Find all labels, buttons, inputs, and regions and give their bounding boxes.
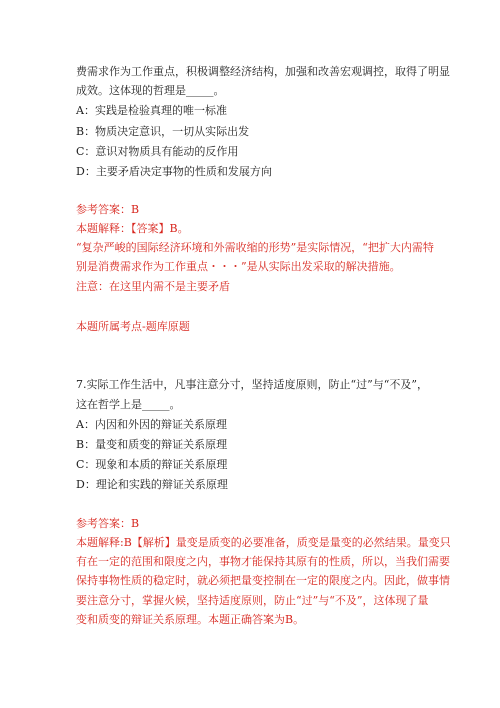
q7-analysis-tag: 【解析】 — [131, 536, 176, 549]
q6-analysis-line-2: “复杂严峻的国际经济环境和外需收缩的形势”是实际情况，“把扩大内需特 — [76, 241, 434, 254]
q6-option-a: A：实践是检验真理的唯一标准 — [76, 104, 227, 117]
q7-option-d: D：理论和实践的辩证关系原理 — [76, 478, 228, 491]
q7-analysis-line-1 — [76, 536, 451, 550]
q7-analysis-prefix: 本题解释:B — [76, 536, 132, 549]
q6-analysis-line-1 — [76, 222, 189, 236]
q6-analysis-line-3: 别是消费需求作为工作重点・・・”是从实际出发采取的解决措施。 — [76, 260, 401, 273]
q7-analysis-line-5: 变和质变的辩证关系原理。本题正确答案为B。 — [76, 613, 305, 626]
q7-option-c: C：现象和本质的辩证关系原理 — [76, 458, 228, 471]
q6-option-d: D：主要矛盾决定事物的性质和发展方向 — [76, 165, 272, 178]
q6-note: 注意：在这里内需不是主要矛盾 — [76, 280, 230, 293]
q6-option-c: C：意识对物质具有能动的反作用 — [76, 145, 239, 158]
q6-answer: 参考答案：B — [76, 203, 140, 216]
q6-stem-line-1: 费需求作为工作重点，积极调整经济结构，加强和改善宏观调控，取得了明显 — [76, 65, 450, 78]
q7-analysis-text: 量变是质变的必要准备，质变是量变的必然结果。量变只 — [175, 536, 451, 549]
q7-option-a: A：内因和外因的辩证关系原理 — [76, 418, 227, 431]
q7-stem-line-1: 7.实际工作生活中，凡事注意分寸，坚持适度原则，防止“过”与“不及”， — [76, 378, 428, 391]
q7-option-b: B：量变和质变的辩证关系原理 — [76, 438, 228, 451]
q6-analysis-tag: 【答案】B。 — [131, 222, 189, 235]
q6-source: 本题所属考点-题库原题 — [76, 320, 190, 333]
q7-stem-line-2: 这在哲学上是_____。 — [76, 398, 181, 411]
q7-answer: 参考答案：B — [76, 517, 140, 530]
q7-analysis-line-3: 保持事物性质的稳定时，就必须把量变控制在一定的限度之内。因此，做事情 — [76, 574, 450, 587]
q6-option-b: B：物质决定意识，一切从实际出发 — [76, 125, 250, 138]
q7-analysis-line-2: 有在一定的范围和限度之内，事物才能保持其原有的性质，所以，当我们需要 — [76, 555, 450, 568]
q6-analysis-label: 本题解释： — [76, 222, 131, 235]
q6-stem-line-2: 成效。这体现的哲理是_____。 — [76, 84, 225, 97]
q7-analysis-line-4: 要注意分寸，掌握火候，坚持适度原则，防止“过”与“不及”，这体现了量 — [76, 594, 429, 607]
